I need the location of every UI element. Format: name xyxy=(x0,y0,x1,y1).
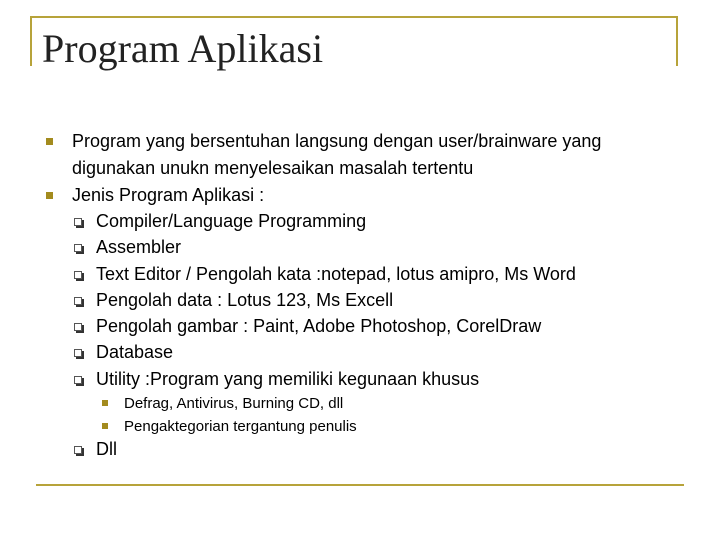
bullet-item xyxy=(72,128,672,182)
sub-bullet-text: Assembler xyxy=(96,237,182,257)
right-rule xyxy=(676,16,678,66)
sub-bullet-text: Database xyxy=(96,342,174,362)
square-bullet-icon xyxy=(46,138,53,145)
hollow-square-bullet-icon xyxy=(74,218,82,226)
sub-bullet-text: Dll xyxy=(96,439,117,459)
sub-bullet-item xyxy=(96,208,366,235)
sub-bullet-text: Utility :Program yang memiliki kegunaan khusus xyxy=(96,369,480,389)
square-bullet-icon xyxy=(102,423,108,429)
hollow-square-bullet-icon xyxy=(74,376,82,384)
hollow-square-bullet-icon xyxy=(74,323,82,331)
hollow-square-bullet-icon xyxy=(74,271,82,279)
sub-bullet-item xyxy=(96,234,181,261)
sub-bullet-item xyxy=(96,339,173,366)
bullet-item xyxy=(72,182,672,209)
sub-sub-bullet-item xyxy=(124,415,357,438)
sub-sub-bullet-item xyxy=(124,392,343,415)
left-rule xyxy=(30,16,32,66)
slide-title: Program Aplikasi xyxy=(42,26,324,71)
hollow-square-bullet-icon xyxy=(74,297,82,305)
sub-bullet-text: Pengolah gambar : Paint, Adobe Photoshop, CorelDraw xyxy=(96,316,542,336)
sub-bullet-item xyxy=(96,313,541,340)
square-bullet-icon xyxy=(102,400,108,406)
hollow-square-bullet-icon xyxy=(74,244,82,252)
bullet-text: Jenis Program Aplikasi : xyxy=(72,185,265,205)
sub-bullet-item xyxy=(96,366,479,393)
sub-bullet-text: Pengolah data : Lotus 123, Ms Excell xyxy=(96,290,394,310)
square-bullet-icon xyxy=(46,192,53,199)
bullet-text: Program yang bersentuhan langsung dengan user/brainware yang digunakan unukn menyelesaikan masalah tertentu xyxy=(72,131,602,178)
bottom-rule xyxy=(36,484,684,486)
sub-bullet-text: Compiler/Language Programming xyxy=(96,211,367,231)
hollow-square-bullet-icon xyxy=(74,446,82,454)
sub-bullet-item xyxy=(96,436,117,463)
sub-bullet-item xyxy=(96,287,393,314)
top-rule xyxy=(30,16,678,18)
sub-sub-bullet-text: Defrag, Antivirus, Burning CD, dll xyxy=(124,395,344,412)
hollow-square-bullet-icon xyxy=(74,349,82,357)
sub-sub-bullet-text: Pengaktegorian tergantung penulis xyxy=(124,418,357,435)
sub-bullet-item xyxy=(96,261,576,288)
sub-bullet-text: Text Editor / Pengolah kata :notepad, lotus amipro, Ms Word xyxy=(96,264,576,284)
